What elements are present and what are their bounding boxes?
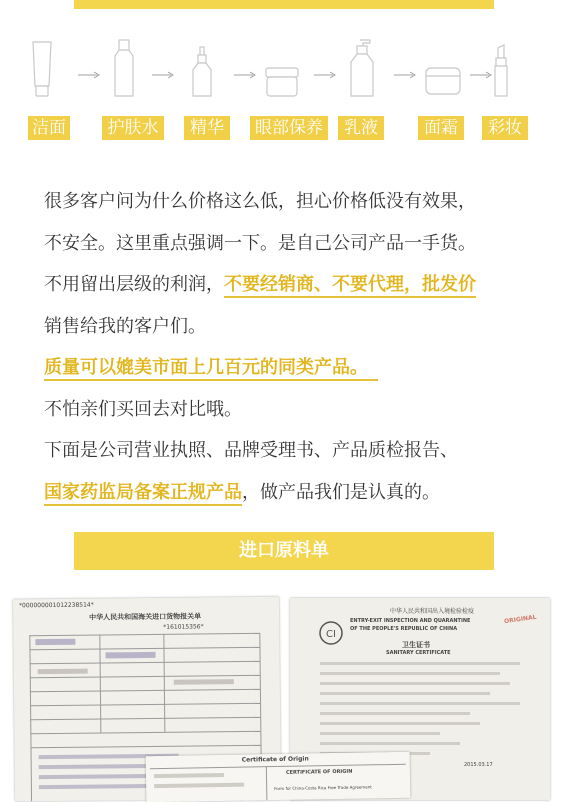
serum-dropper-icon bbox=[190, 46, 214, 98]
step-label: 乳液 bbox=[338, 116, 384, 140]
step-label: 彩妆 bbox=[482, 116, 528, 140]
toner-bottle-icon bbox=[112, 38, 136, 98]
sanitary-date: 2015.03.17 bbox=[464, 762, 493, 768]
text-line-3 bbox=[44, 274, 476, 296]
lotion-pump-icon bbox=[348, 38, 376, 98]
sanitary-cert-cn: 卫生证书 bbox=[402, 641, 430, 649]
sanitary-title-cn: 中华人民共和国出入境检验检疫 bbox=[390, 608, 475, 615]
arrow-icon bbox=[152, 71, 174, 79]
text-line-8-plain: ，做产品我们是认真的。 bbox=[242, 482, 440, 503]
customs-title: 中华人民共和国海关进口货物报关单 bbox=[89, 612, 202, 622]
arrow-icon bbox=[78, 71, 100, 79]
svg-text:CI: CI bbox=[326, 629, 336, 640]
document-gallery bbox=[0, 584, 568, 800]
text-line-1: 很多客户问为什么价格这么低，担心价格低没有效果， bbox=[44, 191, 476, 212]
arrow-icon bbox=[314, 71, 336, 79]
inspection-emblem-icon bbox=[318, 620, 344, 646]
text-line-6: 不怕亲们买回去对比哦。 bbox=[44, 399, 242, 420]
origin-subtitle: CERTIFICATE OF ORIGIN bbox=[285, 768, 353, 776]
text-line-3-plain: 不用留出层级的利润， bbox=[44, 274, 224, 295]
sanitary-title-en2: OF THE PEOPLE'S REPUBLIC OF CHINA bbox=[350, 626, 458, 632]
step-label: 面霜 bbox=[418, 116, 464, 140]
sanitary-cert-en: SANITARY CERTIFICATE bbox=[386, 650, 451, 656]
text-line-8 bbox=[44, 482, 440, 504]
customs-barcode-number: *161015356* bbox=[163, 623, 204, 631]
original-stamp: ORIGINAL bbox=[503, 613, 537, 626]
origin-form: Form for China-Costa Rica Free Trade Agreement bbox=[274, 784, 372, 792]
tube-icon bbox=[30, 40, 54, 98]
text-line-2: 不安全。这里重点强调一下。是自己公司产品一手货。 bbox=[44, 233, 476, 254]
customs-serial: *000000001012238514* bbox=[18, 601, 94, 610]
lipstick-icon bbox=[492, 44, 510, 98]
step-label: 洁面 bbox=[28, 116, 70, 140]
arrow-icon bbox=[394, 71, 416, 79]
text-line-4: 销售给我的客户们。 bbox=[44, 316, 206, 337]
sanitary-title-en1: ENTRY-EXIT INSPECTION AND QUARANTINE bbox=[350, 618, 471, 624]
step-label: 精华 bbox=[184, 116, 230, 140]
face-cream-jar-icon bbox=[424, 66, 462, 96]
eye-cream-jar-icon bbox=[264, 66, 300, 98]
arrow-icon bbox=[234, 71, 256, 79]
highlight-quality: 质量可以媲美市面上几百元的同类产品。 bbox=[44, 357, 368, 378]
section-banner-imported-materials: 进口原料单 bbox=[74, 532, 494, 570]
certificate-of-origin-image bbox=[146, 752, 411, 802]
step-label: 护肤水 bbox=[102, 116, 164, 140]
origin-title: Certificate of Origin bbox=[241, 755, 309, 764]
text-line-5 bbox=[44, 357, 368, 379]
highlight-no-distributor: 不要经销商、不要代理，批发价 bbox=[224, 274, 476, 295]
text-line-7: 下面是公司营业执照、品牌受理书、产品质检报告、 bbox=[44, 440, 458, 461]
arrow-icon bbox=[470, 71, 492, 79]
highlight-nmpa: 国家药监局备案正规产品 bbox=[44, 482, 242, 503]
step-label: 眼部保养 bbox=[250, 116, 328, 140]
skincare-steps bbox=[0, 0, 568, 145]
